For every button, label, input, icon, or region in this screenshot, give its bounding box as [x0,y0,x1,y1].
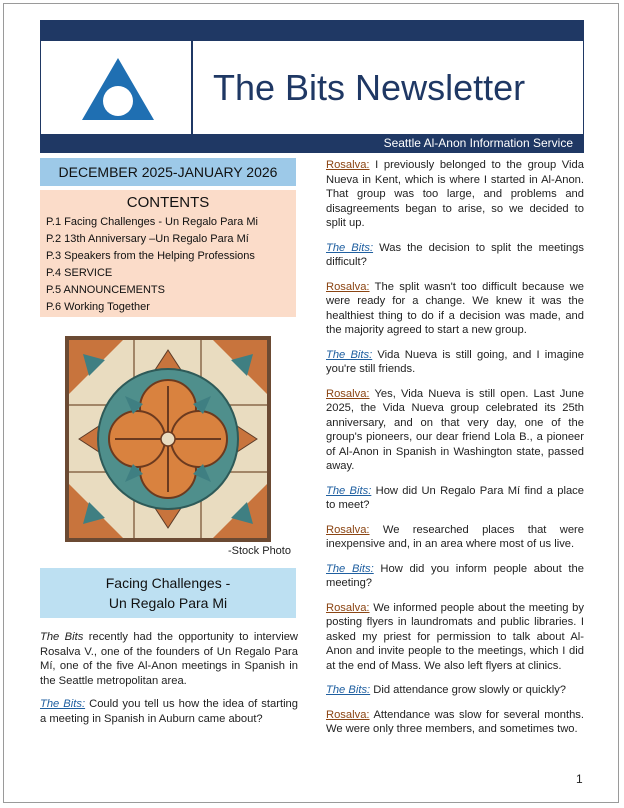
answer-text: We informed people about the meeting by posting flyers in laundromats and public libraries. I asked my priest for permission to talk about Al-Anon and invite people to the meetings, which I did at the end of Mass. We also left flyers at clinics. [326,601,584,672]
answer-text: I previously belonged to the group Vida Nueva in Kent, which is where I started in Al-Anon. That group was too large, and problems and disagreements began to arise, so we decided to split up. [326,159,584,229]
speaker-the-bits: The Bits: [326,484,372,497]
question-1 [40,697,298,726]
article-title-line1: Facing Challenges - [105,575,231,591]
speaker-the-bits: The Bits: [326,684,371,696]
intro-text: recently had the opportunity to interview Rosalva V., one of the founders of Un Regalo Para Mí, one of the five Al-Anon meetings in Spanish in the Seattle metropolitan area. [40,631,298,687]
contents-item[interactable]: P.3 Speakers from the Helping Professions [46,250,255,262]
speaker-the-bits: The Bits: [326,348,373,361]
organization-name: Seattle Al-Anon Information Service [41,134,583,152]
answer-text: We researched places that were inexpensive and, in an area where most of us live. [326,523,584,550]
speaker-the-bits: The Bits: [40,698,86,710]
masthead-top-bar [41,21,583,41]
question-3 [326,348,584,377]
question-5 [326,562,584,591]
answer-text: The split wasn't too difficult because we were ready for a change. We knew it was the healthiest thing to do if a decision was made, and the majority agreed to start a new group. [326,280,584,336]
answer-text: Yes, Vida Nueva is still open. Last June 2025, the Vida Nueva group celebrated its 25th anniversary, and on that very day, one of the group's pioneers, our dear friend Lola B., a pioneer of Al-Anon in Spanish in Washington state, passed away. [326,387,584,472]
contents-item[interactable]: P.2 13th Anniversary –Un Regalo Para Mí [46,233,249,245]
speaker-the-bits: The Bits: [326,241,374,254]
page-number: 1 [576,772,583,786]
issue-date: DECEMBER 2025-JANUARY 2026 [40,158,296,186]
intro-name: The Bits [40,631,84,643]
contents-title: CONTENTS [126,194,210,211]
contents-item[interactable]: P.5 ANNOUNCEMENTS [46,284,165,296]
article-title-line2: Un Regalo Para Mi [108,595,228,611]
question-text: Did attendance grow slowly or quickly? [370,684,567,696]
speaker-rosalva: Rosalva: [326,708,370,721]
question-4 [326,484,584,513]
answer-3 [326,387,584,474]
answer-1 [326,158,584,231]
answer-4 [326,523,584,552]
newsletter-title: The Bits Newsletter [213,67,526,108]
decorative-tile-image [65,336,271,542]
left-column-text [40,630,298,735]
question-text: Could you tell us how the idea of starting a meeting in Spanish in Auburn came about? [40,698,298,725]
contents-item[interactable]: P.4 SERVICE [46,267,113,279]
question-text: Vida Nueva is still going, and I imagine you're still friends. [326,348,584,375]
article-title-banner [40,568,296,618]
al-anon-logo-icon [41,41,191,135]
masthead-divider [191,41,193,135]
right-column-text [326,158,584,747]
question-2 [326,241,584,270]
answer-text: Attendance was slow for several months. We were only three members, and sometimes two. [326,708,584,735]
answer-2 [326,280,584,338]
image-caption: -Stock Photo [228,545,291,557]
article-intro [40,630,298,688]
speaker-rosalva: Rosalva: [326,387,370,400]
contents-box [40,190,296,317]
answer-5 [326,601,584,674]
contents-item[interactable]: P.6 Working Together [46,301,150,313]
contents-list [46,214,258,316]
question-text: Was the decision to split the meetings difficult? [326,241,584,268]
speaker-the-bits: The Bits: [326,562,374,575]
speaker-rosalva: Rosalva: [326,280,370,293]
question-6 [326,683,584,698]
masthead [40,20,584,153]
question-text: How did you inform people about the meeting? [326,562,584,589]
speaker-rosalva: Rosalva: [326,523,370,536]
contents-item[interactable]: P.1 Facing Challenges - Un Regalo Para Mi [46,216,258,228]
question-text: How did Un Regalo Para Mí find a place to meet? [326,484,584,511]
speaker-rosalva: Rosalva: [326,601,370,614]
speaker-rosalva: Rosalva: [326,159,370,171]
answer-6 [326,708,584,737]
